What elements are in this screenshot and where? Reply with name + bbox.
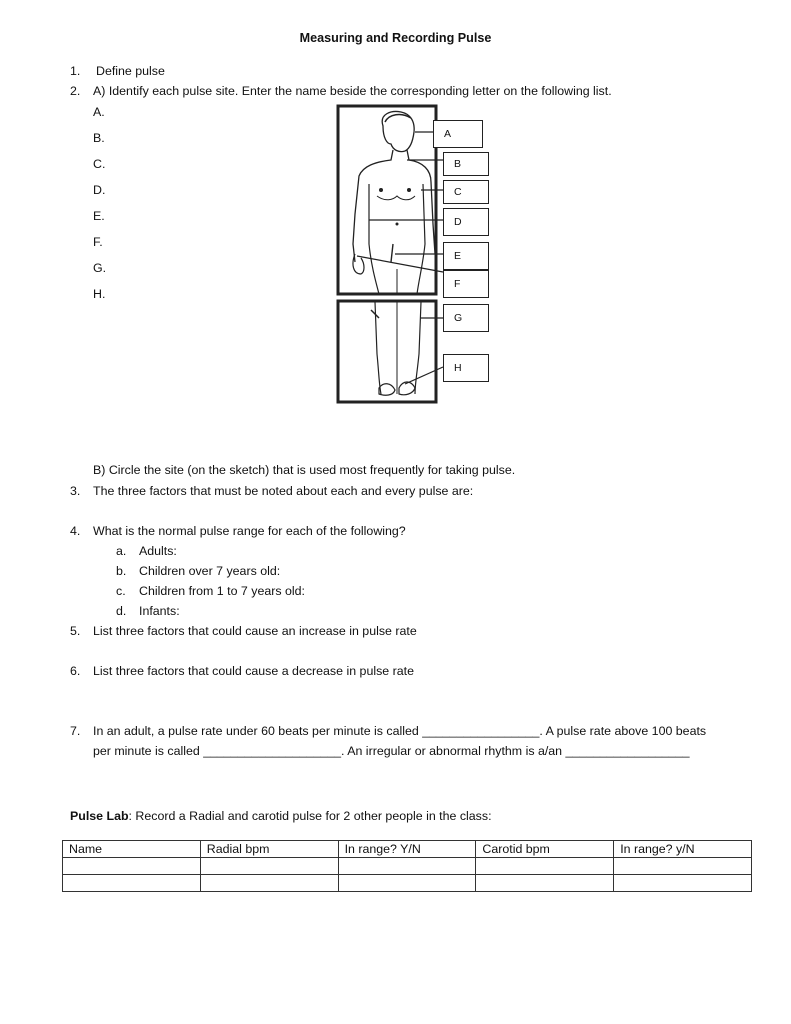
answer-letter-e: E. (93, 209, 105, 223)
figure-label-e: E (443, 242, 489, 270)
q4-item-children-over-7: Children over 7 years old: (139, 564, 281, 578)
q1-number: 1. (70, 64, 81, 78)
q4-item-infants: Infants: (139, 604, 180, 618)
header-carotid-in-range: In range? y/N (614, 841, 752, 858)
figure-label-h: H (443, 354, 489, 382)
pulse-lab-table (62, 840, 752, 892)
q5-number: 5. (70, 624, 81, 638)
q4-item-letter: b. (116, 564, 127, 578)
q2-text: A) Identify each pulse site. Enter the name beside the corresponding letter on the following list. (93, 84, 612, 98)
table-cell[interactable] (476, 858, 614, 875)
q6-text: List three factors that could cause a decrease in pulse rate (93, 664, 414, 678)
page-title: Measuring and Recording Pulse (299, 31, 492, 45)
q4-item-letter: c. (116, 584, 126, 598)
q4-item-letter: a. (116, 544, 127, 558)
table-row (63, 858, 752, 875)
header-radial-in-range: In range? Y/N (338, 841, 476, 858)
answer-letter-g: G. (93, 261, 107, 275)
table-cell[interactable] (200, 875, 338, 892)
table-cell[interactable] (614, 875, 752, 892)
q7-line-2: per minute is called ____________________. An irregular or abnormal rhythm is a/an __________________ (93, 744, 690, 758)
pulse-sites-figure (335, 104, 491, 406)
header-radial-bpm: Radial bpm (200, 841, 338, 858)
table-cell[interactable] (338, 875, 476, 892)
q1-text: Define pulse (96, 64, 165, 78)
q4-number: 4. (70, 524, 81, 538)
q3-text: The three factors that must be noted about each and every pulse are: (93, 484, 474, 498)
answer-letter-a: A. (93, 105, 105, 119)
answer-letter-c: C. (93, 157, 106, 171)
q4-text: What is the normal pulse range for each of the following? (93, 524, 406, 538)
table-cell[interactable] (63, 858, 201, 875)
table-header-row (63, 841, 752, 858)
pulse-lab-instruction (70, 808, 492, 824)
q2-part-b: B) Circle the site (on the sketch) that is used most frequently for taking pulse. (93, 463, 516, 477)
table-cell[interactable] (63, 875, 201, 892)
table-row (63, 875, 752, 892)
pulse-lab-text: : Record a Radial and carotid pulse for 2 other people in the class: (128, 809, 492, 823)
header-carotid-bpm: Carotid bpm (476, 841, 614, 858)
q3-number: 3. (70, 484, 81, 498)
figure-label-b: B (443, 152, 489, 176)
pulse-lab-label: Pulse Lab (70, 809, 129, 823)
table-cell[interactable] (200, 858, 338, 875)
figure-label-c: C (443, 180, 489, 204)
table-cell[interactable] (614, 858, 752, 875)
q5-text: List three factors that could cause an increase in pulse rate (93, 624, 417, 638)
header-name: Name (63, 841, 201, 858)
q6-number: 6. (70, 664, 81, 678)
answer-letter-h: H. (93, 287, 106, 301)
table-cell[interactable] (476, 875, 614, 892)
q2-number: 2. (70, 84, 81, 98)
answer-letter-f: F. (93, 235, 103, 249)
answer-letter-d: D. (93, 183, 106, 197)
table-cell[interactable] (338, 858, 476, 875)
answer-letter-b: B. (93, 131, 105, 145)
figure-label-g: G (443, 304, 489, 332)
q4-item-adults: Adults: (139, 544, 177, 558)
figure-label-d: D (443, 208, 489, 236)
q7-number: 7. (70, 724, 81, 738)
q4-item-children-1-7: Children from 1 to 7 years old: (139, 584, 305, 598)
figure-label-f: F (443, 270, 489, 298)
q4-item-letter: d. (116, 604, 127, 618)
q7-line-1: In an adult, a pulse rate under 60 beats per minute is called _________________. A pulse rate above 100 beats (93, 724, 707, 738)
figure-label-a: A (433, 120, 483, 148)
